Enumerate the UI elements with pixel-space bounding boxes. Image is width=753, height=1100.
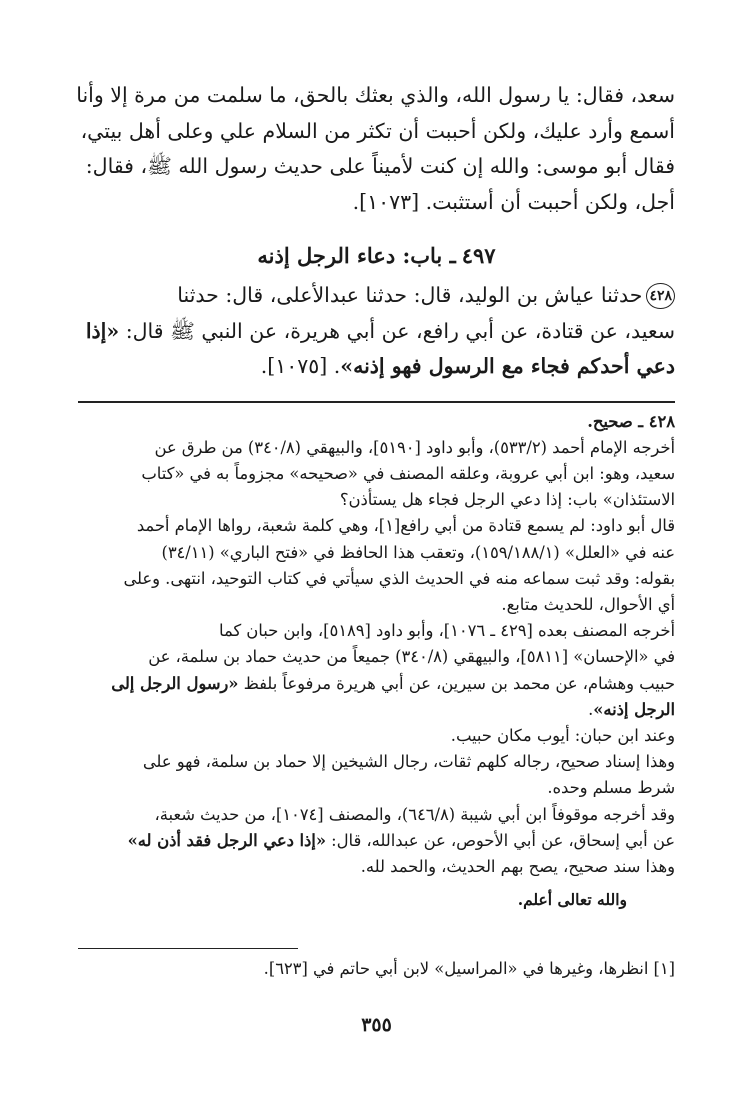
notes-quote-bold: «إذا دعي الرجل فقد أذن له» [127, 830, 326, 850]
notes-heading: ٤٢٨ ـ صحيح. [587, 411, 675, 431]
notes-line-text: . [588, 699, 594, 719]
notes-line [78, 828, 675, 854]
notes-line-text: عن أبي إسحاق، عن أبي الأحوص، عن عبدالله، قال: [326, 830, 675, 850]
hadith-text [78, 278, 675, 385]
notes-line-text: حبيب وهشام، عن محمد بن سيرين، عن أبي هريرة مرفوعاً بلفظ [238, 673, 675, 693]
notes-line: قال أبو داود: لم يسمع قتادة من أبي رافع[١]، وهي كلمة شعبة، رواها الإمام أحمد [136, 516, 675, 536]
notes-quote-bold: «رسول الرجل إلى [111, 673, 239, 693]
footnote-1: [١] انظرها، وغيرها في «المراسيل» لابن أبي حاتم في [٦٢٣]. [263, 959, 675, 979]
chapter-number: ٤٩٧ [461, 243, 496, 268]
hadith-line-3 [78, 349, 675, 385]
notes-quote-bold: الرجل إذنه» [593, 699, 675, 719]
notes-line: شرط مسلم وحده. [547, 778, 675, 798]
notes-divider [78, 401, 675, 403]
notes-line: وهذا سند صحيح، يصح بهم الحديث، والحمد لله. [360, 856, 675, 876]
hadith-number-badge: ٤٢٨ [646, 283, 675, 309]
hadith-matn-start: «إذا [85, 318, 120, 343]
notes-line [78, 671, 675, 697]
main-line-1: سعد، فقال: يا رسول الله، والذي بعثك بالحق، ما سلمت من مرة إلا وأنا [76, 83, 675, 107]
chapter-heading [78, 240, 675, 272]
notes-line: أي الأحوال، للحديث متابع. [501, 594, 675, 614]
hadith-line-2-text: سعيد، عن قتادة، عن أبي رافع، عن أبي هريرة، عن النبي ﷺ قال: [119, 318, 675, 343]
hadith-line-2 [78, 314, 675, 350]
notes-line [78, 697, 675, 723]
chapter-title: ـ باب: دعاء الرجل إذنه [257, 243, 456, 268]
notes-line: وهذا إسناد صحيح، رجاله كلهم ثقات، رجال الشيخين إلا حماد بن سلمة، فهو على [142, 752, 675, 772]
notes-line: في «الإحسان» [٥٨١١]، والبيهقي (٣٤٠/٨) جميعاً من حديث حماد بن سلمة، عن [148, 647, 675, 667]
notes-line: وقد أخرجه موقوفاً ابن أبي شيبة (٦٤٦/٨)، والمصنف [١٠٧٤]، من حديث شعبة، [154, 804, 675, 824]
page [78, 78, 675, 981]
hadith-line-1-text: حدثنا عياش بن الوليد، قال: حدثنا عبدالأعلى، قال: حدثنا [177, 283, 643, 307]
hadith-matn-end: دعي أحدكم فجاء مع الرسول فهو إذنه» [340, 354, 675, 378]
main-line-4: أجل، ولكن أحببت أن أستثبت. [١٠٧٣]. [352, 189, 675, 214]
page-number: ٣٥٥ [361, 1014, 392, 1036]
main-text [78, 78, 675, 220]
hadith-line-1 [78, 278, 675, 314]
hadith-line-3-ref: . [١٠٧٥]. [260, 354, 341, 378]
footnote-divider [78, 948, 298, 949]
notes-line: عنه في «العلل» (١٥٩/١٨٨/١)، وتعقب هذا الحافظ في «فتح الباري» (٣٤/١١) [161, 542, 675, 562]
takhrij-notes [78, 409, 675, 913]
main-line-2: أسمع وأرد عليك، ولكن أحببت أن تكثر من السلام علي وعلى أهل بيتي، [80, 118, 675, 143]
notes-line: أخرجه الإمام أحمد (٥٣٣/٢)، وأبو داود [٥١٩٠]، والبيهقي (٣٤٠/٨) من طرق عن [154, 437, 675, 457]
notes-line: الاستئذان» باب: إذا دعي الرجل فجاء هل يستأذن؟ [339, 490, 675, 510]
notes-line: وعند ابن حبان: أيوب مكان حبيب. [450, 725, 675, 745]
footnote [78, 957, 675, 981]
notes-line: سعيد، وهو: ابن أبي عروبة، وعلقه المصنف في «صحيحه» مجزوماً به في «كتاب [141, 463, 675, 483]
notes-line: أخرجه المصنف بعده [٤٢٩ ـ ١٠٧٦]، وأبو داود [٥١٨٩]، وابن حبان كما [218, 621, 675, 641]
closing-phrase: والله تعالى أعلم. [517, 890, 627, 910]
main-line-3: فقال أبو موسى: والله إن كنت لأميناً على حديث رسول الله ﷺ، فقال: [85, 154, 675, 178]
notes-line: بقوله: وقد ثبت سماعه منه في الحديث الذي سيأتي في كتاب التوحيد، انتهى. وعلى [123, 568, 675, 588]
